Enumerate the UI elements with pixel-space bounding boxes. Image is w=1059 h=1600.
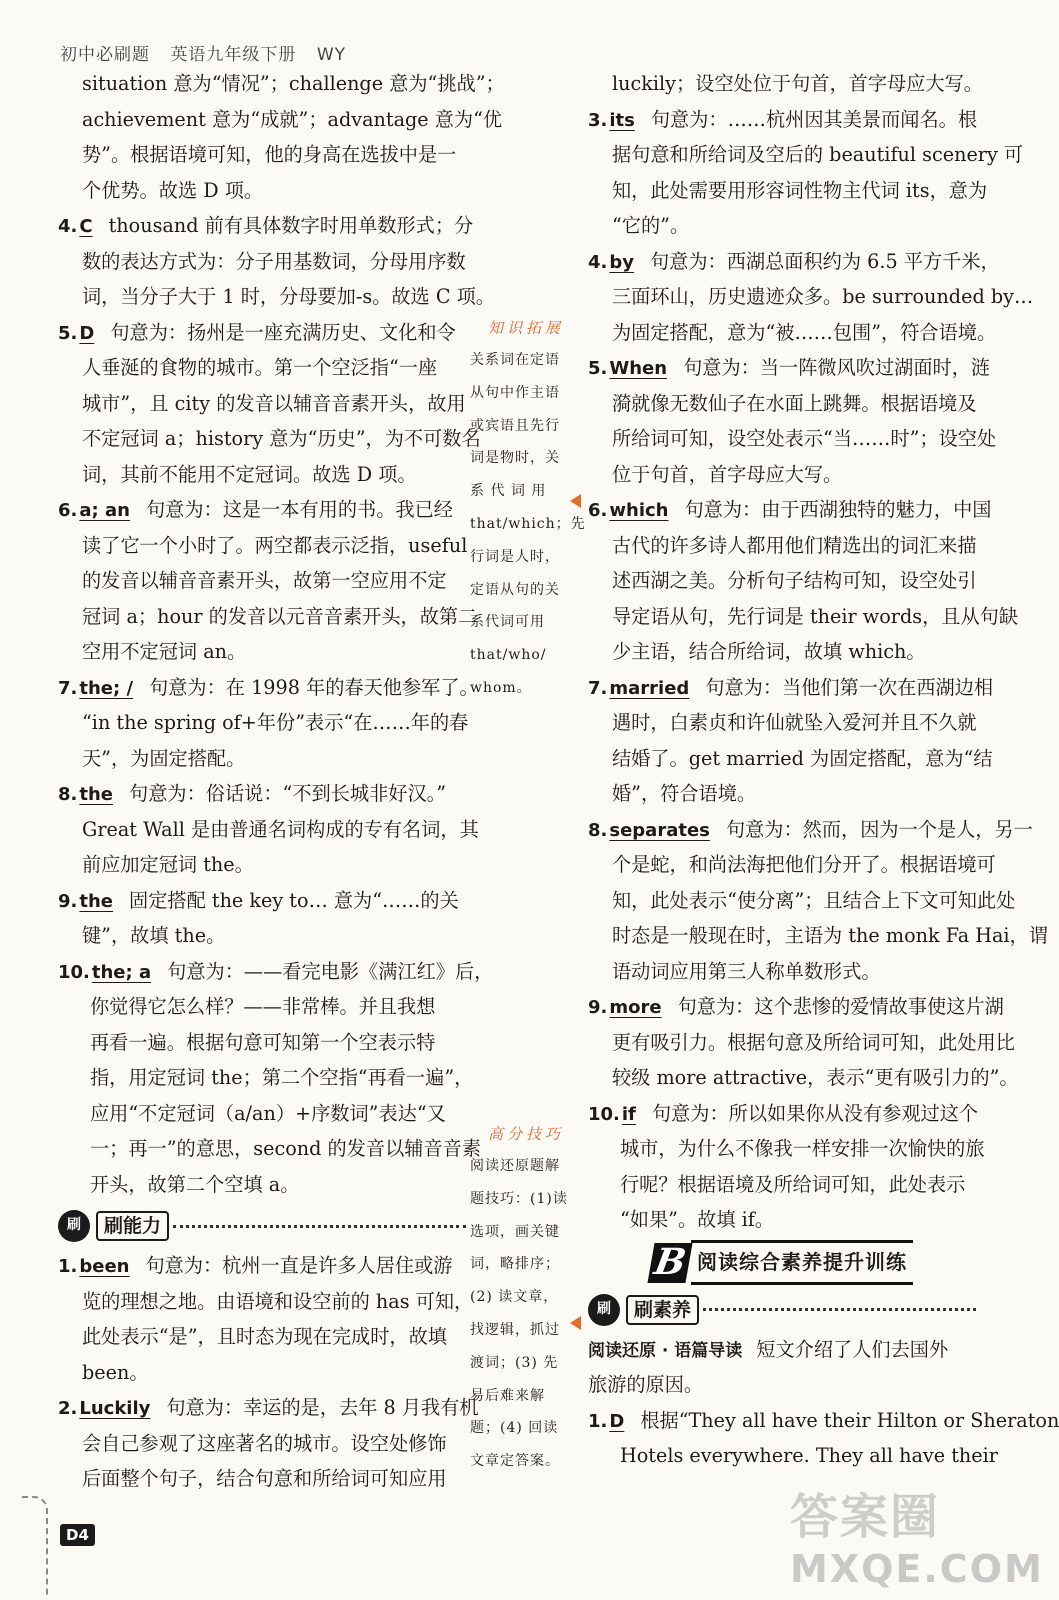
explanation-text: 固定搭配 the key to… 意为“……的关	[129, 888, 459, 912]
explanation-text: 读了它一个小时了。两空都表示泛指，useful	[82, 533, 468, 557]
page-header	[60, 40, 360, 65]
explanation-text: 后面整个句子，结合句意和所给词可知应用	[82, 1467, 447, 1490]
side-note-line: 系 代 词 用	[470, 483, 547, 500]
side-note-line: 词，略排序；	[470, 1256, 560, 1273]
explanation-text: 空用不定冠词 an。	[82, 640, 247, 663]
side-note-line: 找逻辑，抓过	[470, 1321, 560, 1338]
text-line	[588, 315, 997, 351]
text-line	[58, 1025, 466, 1061]
answer-key: C	[79, 216, 93, 237]
text-line	[588, 102, 976, 138]
answer-key: the	[79, 784, 114, 805]
side-note-tips	[470, 1118, 582, 1478]
pointer-arrow-icon	[570, 1316, 581, 1330]
explanation-text: 为固定搭配，意为“被……包围”，符合语境。	[612, 320, 997, 344]
explanation-text: 遇时，白素贞和许仙就坠入爱河并且不久就	[612, 711, 977, 734]
explanation-text: 句意为：……杭州因其美景而闻名。根	[650, 107, 978, 131]
answer-key: its	[609, 109, 635, 131]
explanation-text: 一；再一”的意思，second 的发音以辅音音素	[90, 1137, 482, 1160]
side-note-knowledge-body	[470, 344, 586, 705]
explanation-text: been。	[82, 1360, 149, 1384]
text-line	[588, 741, 993, 777]
text-line	[588, 244, 1000, 280]
text-line	[58, 1390, 479, 1426]
question-number: 2.	[58, 1398, 78, 1419]
explanation-text: “如果”。故填 if。	[620, 1208, 775, 1231]
explanation-text: 前应加定冠词 the。	[82, 853, 254, 876]
section-literacy	[588, 1290, 976, 1330]
question-number: 6.	[58, 500, 78, 521]
question-number: 5.	[58, 322, 78, 344]
text-line	[588, 421, 997, 457]
brush-icon: 刷	[58, 1210, 90, 1242]
explanation-text: 句意为：幸运的是，去年 8 月我有机	[166, 1396, 479, 1419]
text-line	[588, 208, 976, 244]
answer-key: the; a	[91, 961, 152, 983]
explanation-text: 根据“They all have their Hilton or Sheraton	[640, 1408, 1059, 1432]
text-line	[58, 670, 479, 706]
explanation-text: 知，此处表示“使分离”；且结合上下文可知此处	[612, 888, 1016, 912]
explanation-text: 句意为：这个悲惨的爱情故事使这片湖	[677, 995, 1004, 1018]
text-line	[588, 776, 976, 812]
side-note-tips-body	[470, 1150, 582, 1478]
question-number: 3.	[588, 109, 608, 131]
explanation-text: 个是蛇，和尚法海把他们分开了。根据语境可	[612, 853, 996, 876]
explanation-text: 少主语，结合所给词，故填 which。	[612, 640, 926, 663]
answer-key: more	[609, 997, 662, 1018]
text-line	[588, 1096, 979, 1132]
text-line	[58, 102, 503, 138]
brush-icon: 刷	[588, 1294, 620, 1326]
side-note-line: 词是物时，关	[470, 450, 560, 467]
text-line	[588, 563, 976, 599]
text-line	[58, 350, 466, 386]
explanation-text: 城市”，且 city 的发音以辅音音素开头，故用	[82, 391, 466, 415]
text-line	[58, 563, 466, 599]
side-note-knowledge	[470, 312, 586, 705]
text-line	[588, 457, 976, 493]
side-note-line: 文章定答案。	[470, 1453, 560, 1470]
reading-summary: 短文介绍了人们去国外	[756, 1337, 949, 1361]
explanation-text: 城市，为什么不像我一样安排一次愉快的旅	[620, 1137, 985, 1160]
side-note-line: (2) 读文章，	[470, 1289, 559, 1306]
text-line	[588, 599, 1019, 635]
explanation-text: 指，用定冠词 the；第二个空指“再看一遍”，	[90, 1066, 474, 1089]
explanation-text: 句意为：当他们第一次在西湖边相	[705, 675, 994, 699]
explanation-text: 结婚了。get married 为固定搭配，意为“结	[612, 746, 993, 770]
reading-label: 阅读还原 · 语篇导读	[588, 1340, 743, 1361]
question-number: 5.	[588, 358, 608, 379]
text-line	[588, 1167, 976, 1203]
text-line	[588, 954, 976, 990]
page-corner-decoration	[22, 1496, 48, 1596]
explanation-text: 此处表示“是”，且时态为现在完成时，故填	[82, 1325, 447, 1348]
side-note-line: that/which；先	[470, 515, 586, 532]
explanation-text: 据句意和所给词及空后的 beautiful scenery 可	[612, 143, 1024, 166]
text-line	[58, 1319, 466, 1355]
side-note-line: 阅读还原题解	[470, 1158, 560, 1174]
explanation-text: 位于句首，首字母应大写。	[612, 462, 843, 486]
edition-label: WY	[316, 45, 347, 65]
text-line	[58, 599, 478, 635]
banner-letter: B	[647, 1243, 692, 1283]
explanation-text: 句意为：然而，因为一个是人，另一	[725, 817, 1033, 841]
explanation-text: 词，当分子大于 1 时，分母要加-s。故选 C 项。	[82, 285, 495, 308]
explanation-text: 所给词可知，设空处表示“当……时”；设空处	[612, 427, 997, 450]
answer-key: a; an	[79, 500, 130, 521]
side-note-knowledge-title: 知识拓展	[487, 319, 564, 337]
explanation-text: 势”。根据语境可知，他的身高在选拔中是一	[82, 143, 457, 166]
explanation-text: 知，此处需要用形容词性物主代词 its，意为	[612, 178, 988, 202]
side-note-line: 系代词可用	[470, 614, 545, 631]
question-number: 8.	[58, 784, 78, 805]
pointer-arrow-icon	[570, 494, 581, 508]
answer-key: D	[609, 1410, 625, 1432]
text-line	[58, 776, 466, 812]
text-line	[588, 1131, 985, 1167]
text-line	[58, 315, 466, 351]
text-line	[588, 173, 988, 209]
side-note-line: 题技巧：(1)读	[470, 1190, 568, 1207]
explanation-text: 冠词 a；hour 的发音以元音音素开头，故第二	[82, 604, 478, 628]
side-note-line: 行词是人时，	[470, 548, 560, 565]
right-column	[588, 66, 1059, 1474]
explanation-text: 开头，故第二个空填 a。	[90, 1172, 300, 1196]
section-ability-label: 刷能力	[96, 1211, 169, 1241]
explanation-text: 天”，为固定搭配。	[82, 746, 246, 770]
series-title: 初中必刷题	[60, 45, 150, 65]
question-number: 9.	[58, 890, 78, 912]
explanation-text: “in the spring of+年份”表示“在……年的春	[82, 711, 469, 734]
explanation-text: 句意为：扬州是一座充满历史、文化和令	[110, 320, 456, 344]
right-answers-reading	[588, 1403, 1059, 1474]
side-note-line: 选项，画关键	[470, 1223, 560, 1240]
text-line	[588, 670, 994, 706]
text-line	[58, 1284, 474, 1320]
explanation-text: 应用“不定冠词（a/an）+序数词”表达“又	[90, 1101, 446, 1125]
answer-key: if	[621, 1103, 636, 1125]
explanation-text: 再看一遍。根据句意可知第一个空表示特	[90, 1030, 436, 1054]
dotted-divider	[703, 1308, 976, 1311]
right-answers	[588, 66, 1048, 1238]
explanation-text: 导定语从句，先行词是 their words，且从句缺	[612, 604, 1019, 628]
explanation-text: thousand 前有具体数字时用单数形式；分	[108, 214, 474, 237]
question-number: 4.	[58, 216, 78, 237]
explanation-text: 人垂涎的食物的城市。第一个空泛指“一座	[82, 356, 438, 379]
text-line	[58, 812, 479, 848]
side-note-line: 或宾语且先行	[470, 417, 560, 434]
text-line	[588, 1202, 976, 1238]
text-line	[58, 1426, 466, 1462]
section-banner	[588, 1240, 976, 1286]
explanation-text: 行呢？根据语境及所给词可知，此处表示	[620, 1172, 966, 1196]
answer-key: D	[79, 322, 95, 344]
side-note-line: 从句中作主语	[470, 384, 560, 401]
text-line	[588, 883, 1016, 919]
text-line	[588, 1060, 1019, 1096]
text-line	[588, 528, 976, 564]
text-line	[58, 137, 466, 173]
text-line	[58, 244, 466, 280]
explanation-text: 览的理想之地。由语境和设空前的 has 可知，	[82, 1289, 474, 1313]
text-line	[588, 812, 1033, 848]
explanation-text: 数的表达方式为：分子用基数词，分母用序数	[82, 249, 466, 273]
text-line	[58, 1461, 466, 1497]
question-number: 6.	[588, 500, 608, 521]
section-ability	[58, 1206, 466, 1246]
explanation-text: 句意为：这是一本有用的书。我已经	[145, 498, 453, 521]
explanation-text: Great Wall 是由普通名词构成的专有名词，其	[82, 817, 479, 841]
text-line	[58, 1167, 466, 1203]
question-number: 1.	[588, 1410, 608, 1432]
text-line	[588, 989, 1004, 1025]
explanation-text: 会自己参观了这座著名的城市。设空处修饰	[82, 1431, 447, 1455]
explanation-text: 键”，故填 the。	[82, 924, 226, 947]
text-line	[588, 847, 996, 883]
answer-key: the	[79, 890, 114, 912]
text-line	[58, 528, 466, 564]
text-line	[58, 1355, 466, 1391]
text-line	[58, 279, 495, 315]
answer-key: by	[609, 251, 634, 273]
text-line	[58, 1096, 466, 1132]
watermark-logo	[790, 1478, 1044, 1594]
text-line	[58, 386, 466, 422]
side-note-line: 关系词在定语	[470, 352, 560, 368]
question-number: 7.	[58, 677, 78, 699]
explanation-text: luckily；设空处位于句首，首字母应大写。	[612, 72, 983, 95]
explanation-text: 你觉得它怎么样？——非常棒。并且我想	[90, 995, 436, 1018]
answer-key: When	[609, 358, 668, 379]
text-line	[588, 1025, 1015, 1061]
explanation-text: 句意为：当一阵微风吹过湖面时，涟	[683, 356, 991, 379]
answer-key: the; /	[79, 677, 134, 699]
explanation-text: 词，其前不能用不定冠词。故选 D 项。	[82, 462, 417, 486]
text-line	[588, 279, 1034, 315]
explanation-text: 句意为：俗话说：“不到长城非好汉。”	[129, 782, 447, 805]
explanation-text: 述西湖之美。分析句子结构可知，设空处引	[612, 569, 977, 592]
text-line	[588, 137, 1024, 173]
side-note-tips-title: 高分技巧	[487, 1125, 564, 1143]
explanation-text: 三面环山，历史遗迹众多。be surrounded by…	[612, 285, 1034, 308]
subject-title: 英语九年级下册	[170, 45, 297, 65]
question-number: 9.	[588, 997, 608, 1018]
answer-key: separates	[609, 819, 710, 841]
text-line	[58, 421, 481, 457]
explanation-text: 时态是一般现在时，主语为 the monk Fa Hai，谓	[612, 924, 1048, 947]
reading-intro	[588, 1332, 976, 1368]
text-line	[58, 705, 469, 741]
explanation-text: Hotels everywhere. They all have their	[620, 1444, 998, 1467]
text-line	[58, 492, 466, 528]
explanation-text: 句意为：所以如果你从没有参观过这个	[651, 1101, 979, 1125]
answer-key: which	[609, 500, 669, 521]
explanation-text: situation 意为“情况”；challenge 意为“挑战”；	[82, 72, 505, 95]
explanation-text: 漪就像无数仙子在水面上跳舞。根据语境及	[612, 391, 977, 415]
text-line	[58, 1060, 474, 1096]
answer-key: married	[609, 677, 690, 699]
question-number: 1.	[58, 1256, 78, 1277]
text-line	[58, 634, 466, 670]
text-line	[58, 208, 474, 244]
text-line	[588, 66, 983, 102]
text-line	[588, 1403, 1059, 1439]
explanation-text: 个优势。故选 D 项。	[82, 178, 264, 202]
question-number: 7.	[588, 677, 608, 699]
explanation-text: 句意为：在 1998 年的春天他参军了。	[149, 675, 479, 699]
text-line	[588, 705, 976, 741]
text-line	[58, 883, 466, 919]
side-note-line: that/who/	[470, 647, 547, 664]
text-line	[58, 741, 466, 777]
left-answers-ability	[58, 1248, 479, 1497]
text-line	[58, 1131, 482, 1167]
explanation-text: 更有吸引力。根据句意及所给词可知，此处用比	[612, 1030, 1015, 1054]
text-line	[588, 634, 976, 670]
explanation-text: 句意为：杭州一直是许多人居住或游	[145, 1254, 453, 1277]
explanation-text: achievement 意为“成就”；advantage 意为“优	[82, 107, 503, 131]
explanation-text: 句意为：西湖总面积约为 6.5 平方千米，	[650, 249, 1000, 273]
explanation-text: 婚”，符合语境。	[612, 782, 757, 805]
answer-key: Luckily	[79, 1398, 151, 1419]
question-number: 10.	[58, 961, 90, 983]
banner-title: 阅读综合素养提升训练	[691, 1240, 913, 1286]
explanation-text: 语动词应用第三人称单数形式。	[612, 959, 881, 983]
text-line	[58, 954, 494, 990]
answer-key: been	[79, 1256, 130, 1277]
text-line	[588, 350, 991, 386]
text-line	[588, 492, 992, 528]
explanation-text: “它的”。	[612, 214, 690, 237]
explanation-text: 句意为：——看完电影《满江红》后，	[167, 959, 494, 983]
text-line	[58, 66, 505, 102]
text-line	[58, 457, 466, 493]
side-note-line: 易后难来解	[470, 1387, 545, 1404]
text-line	[588, 1438, 998, 1474]
text-line	[588, 386, 976, 422]
text-line	[58, 918, 466, 954]
question-number: 10.	[588, 1103, 620, 1125]
question-number: 4.	[588, 251, 608, 273]
side-note-line: whom。	[470, 679, 532, 696]
explanation-text: 的发音以辅音音素开头，故第一空应用不定	[82, 569, 447, 592]
question-number: 8.	[588, 819, 608, 841]
side-note-line: 渡词；(3) 先	[470, 1354, 559, 1371]
text-line	[58, 989, 466, 1025]
reading-summary-cont: 旅游的原因。	[588, 1373, 704, 1396]
reading-intro-cont	[588, 1367, 976, 1403]
dotted-divider	[173, 1225, 466, 1228]
section-literacy-label: 刷素养	[626, 1295, 699, 1325]
text-line	[58, 847, 466, 883]
text-line	[58, 173, 466, 209]
text-line	[58, 1248, 466, 1284]
side-note-line: 定语从句的关	[470, 581, 560, 598]
watermark-top: 答案圈	[790, 1489, 941, 1545]
explanation-text: 句意为：由于西湖独特的魅力，中国	[684, 498, 992, 521]
watermark-bottom: MXQE.COM	[790, 1547, 1044, 1591]
explanation-text: 不定冠词 a；history 意为“历史”，为不可数名	[82, 427, 481, 450]
explanation-text: 古代的许多诗人都用他们精选出的词汇来描	[612, 533, 977, 557]
page-number: D4	[60, 1524, 95, 1546]
side-note-line: 题；(4) 回读	[470, 1420, 559, 1437]
explanation-text: 较级 more attractive，表示“更有吸引力的”。	[612, 1066, 1019, 1089]
text-line	[588, 918, 1048, 954]
